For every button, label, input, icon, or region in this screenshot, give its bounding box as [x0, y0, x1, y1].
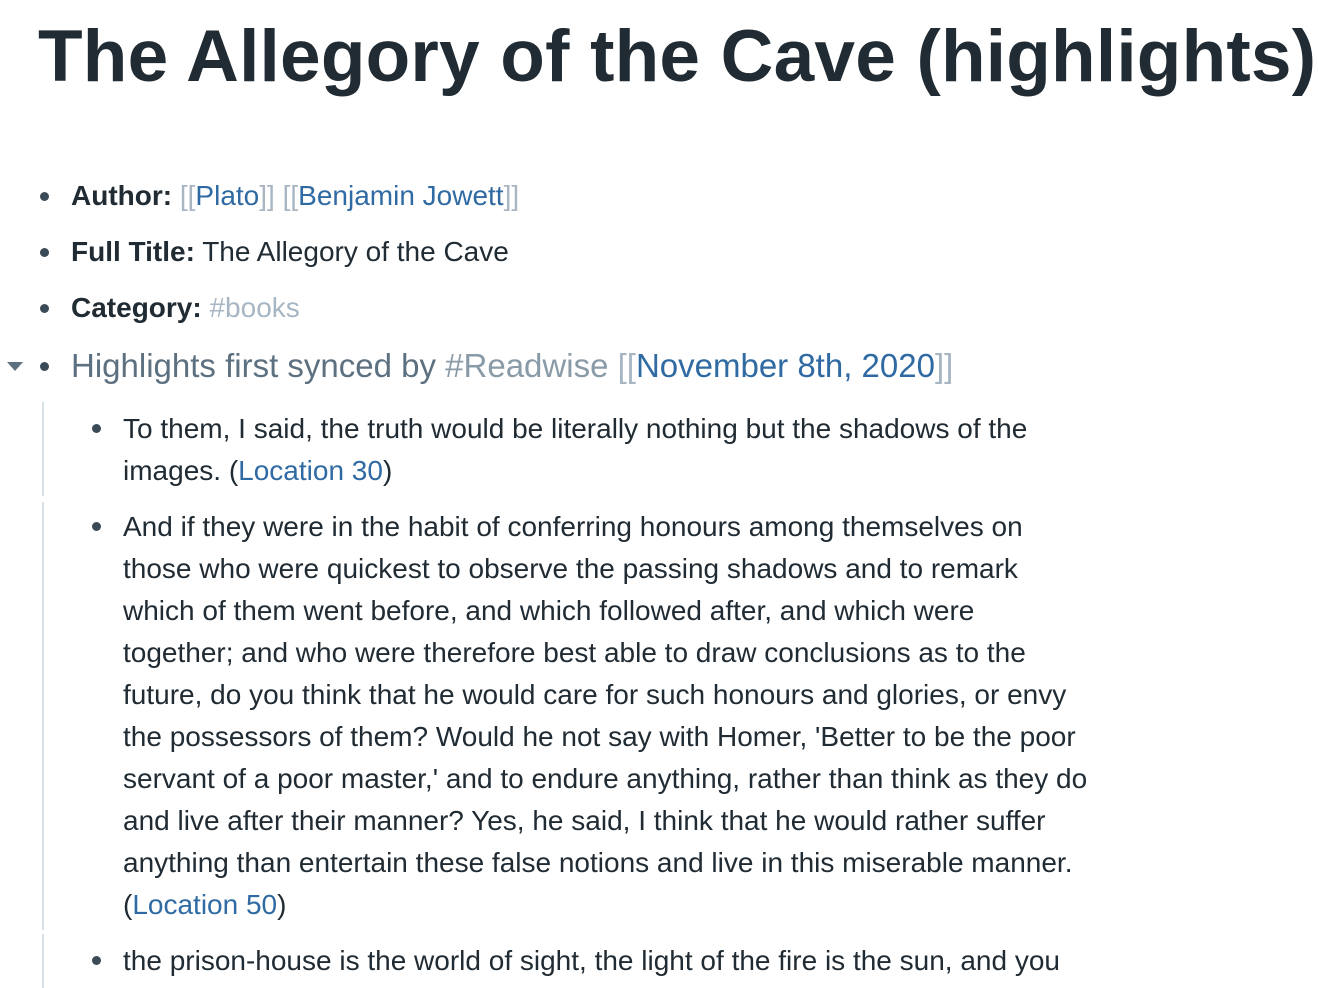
- page-ref-plato[interactable]: Plato: [195, 180, 260, 211]
- highlight-line: And if they were in the habit of conferring honours among themselves on: [123, 511, 1023, 542]
- full-title-value: The Allegory of the Cave: [202, 236, 509, 267]
- property-author[interactable]: Author: [[Plato]] [[Benjamin Jowett]]: [0, 176, 1318, 216]
- highlight-line: anything than entertain these false notions and live in this miserable manner.: [123, 847, 1073, 878]
- property-category[interactable]: [0, 288, 1318, 328]
- page-title[interactable]: The Allegory of the Cave (highlights): [38, 16, 1317, 97]
- highlight-line: the prison-house is the world of sight, the light of the fire is the sun, and you: [123, 945, 1060, 976]
- highlight-line: (: [123, 889, 133, 920]
- highlight-line: which of them went before, and which followed after, and which were: [123, 595, 975, 626]
- category-key: Category:: [71, 292, 202, 323]
- bullet-icon[interactable]: [40, 362, 49, 371]
- highlight-line: servant of a poor master,' and to endure anything, rather than think as they do: [123, 763, 1088, 794]
- highlight-block[interactable]: And if they were in the habit of conferring honours among themselves on those who were quickest to observe the passing shadows and to remark which of them went before, and which followed after, and which were together; and who were therefore best able to draw conclusions as to the future, do you think that he would care for such honours and glories, or envy the possessors of them? Would he not say with Homer, 'Better to be the poor servant of a poor master,' and to endure anything, rather than think as they do and live after their manner? Yes, he said, I think that he would rather suffer anything than entertain these false notions and live in this miserable manner. (Location 50): [0, 506, 1318, 926]
- highlight-block[interactable]: To them, I said, the truth would be literally nothing but the shadows of the images. (Location 30): [0, 408, 1318, 492]
- collapse-caret-icon[interactable]: [7, 362, 23, 371]
- bullet-icon[interactable]: [40, 304, 49, 313]
- highlights-heading-block[interactable]: Highlights first synced by #Readwise [[November 8th, 2020]]: [0, 344, 1318, 388]
- tag-books[interactable]: #books: [209, 292, 300, 323]
- property-full-title[interactable]: [0, 232, 1318, 272]
- page-ref-date[interactable]: November 8th, 2020: [635, 347, 935, 384]
- bullet-icon[interactable]: [40, 248, 49, 257]
- location-link[interactable]: Location 50: [132, 889, 278, 920]
- bullet-icon[interactable]: [40, 192, 49, 201]
- bullet-icon[interactable]: [92, 956, 101, 965]
- location-link[interactable]: Location 30: [238, 455, 383, 486]
- page-ref-benjamin-jowett[interactable]: Benjamin Jowett: [298, 180, 504, 211]
- bullet-icon[interactable]: [92, 522, 101, 531]
- bullet-icon[interactable]: [92, 424, 101, 433]
- sync-prefix: Highlights first synced by: [71, 347, 436, 384]
- highlight-line: and live after their manner? Yes, he said, I think that he would rather suffer: [123, 805, 1046, 836]
- author-key: Author:: [71, 180, 173, 211]
- tag-readwise[interactable]: #Readwise: [445, 347, 609, 384]
- full-title-key: Full Title:: [71, 236, 195, 267]
- highlight-line: To them, I said, the truth would be literally nothing but the shadows of the: [123, 413, 1028, 444]
- highlight-line: future, do you think that he would care for such honours and glories, or envy: [123, 679, 1067, 710]
- highlight-block[interactable]: [0, 940, 1318, 988]
- highlight-line: those who were quickest to observe the passing shadows and to remark: [123, 553, 1018, 584]
- highlight-line: the possessors of them? Would he not say with Homer, 'Better to be the poor: [123, 721, 1076, 752]
- highlight-line: together; and who were therefore best able to draw conclusions as to the: [123, 637, 1026, 668]
- highlight-line: images. (: [123, 455, 239, 486]
